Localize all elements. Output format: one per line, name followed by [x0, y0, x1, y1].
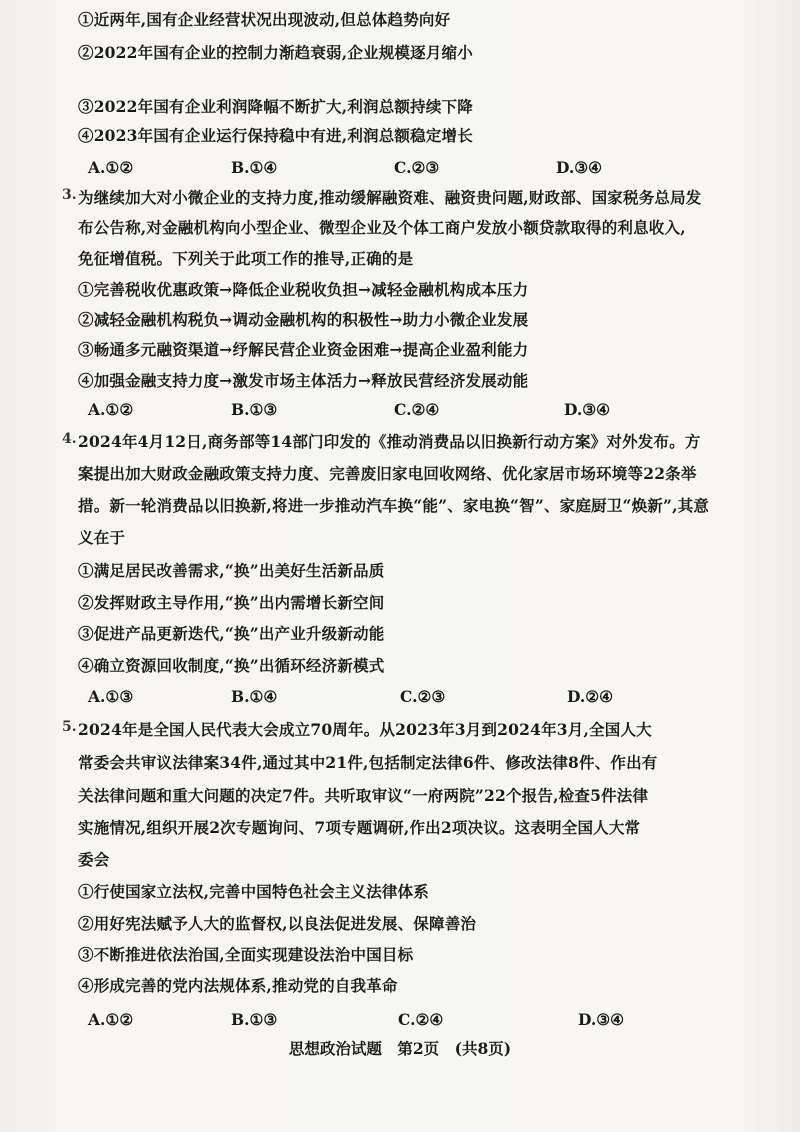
q4-statement-4: ④确立资源回收制度,“换”出循环经济新模式 [78, 656, 385, 675]
q3-statement-1: ①完善税收优惠政策→降低企业税收负担→减轻金融机构成本压力 [78, 280, 529, 299]
q4-option-d: D.②④ [567, 687, 614, 706]
q4-stem-line-1: 2024年4月12日,商务部等14部门印发的《推动消费品以旧换新行动方案》对外发布。方 [78, 432, 701, 451]
q5-option-a: A.①② [88, 1010, 134, 1029]
q5-statement-4: ④形成完善的党内法规体系,推动党的自我革命 [78, 976, 398, 995]
q4-statement-2: ②发挥财政主导作用,“换”出内需增长新空间 [78, 593, 385, 612]
q4-stem-line-2: 案提出加大财政金融政策支持力度、完善废旧家电回收网络、优化家居市场环境等22条举 [78, 464, 697, 483]
q5-statement-2: ②用好宪法赋予人大的监督权,以良法促进发展、保障善治 [78, 914, 477, 933]
q5-stem-line-1: 2024年是全国人民代表大会成立70周年。从2023年3月到2024年3月,全国人大 [78, 720, 652, 739]
q5-stem-line-4: 实施情况,组织开展2次专题询问、7项专题调研,作出2项决议。这表明全国人大常 [78, 818, 641, 837]
prev-statement-3: ③2022年国有企业利润降幅不断扩大,利润总额持续下降 [78, 97, 473, 116]
q5-option-c: C.②④ [398, 1010, 444, 1029]
prev-statement-2: ②2022年国有企业的控制力渐趋衰弱,企业规模逐月缩小 [78, 43, 473, 62]
q3-option-d: D.③④ [564, 400, 611, 419]
q5-stem-line-3: 关法律问题和重大问题的决定7件。共听取审议“一府两院”22个报告,检查5件法律 [78, 786, 649, 805]
q3-option-c: C.②④ [394, 400, 440, 419]
q5-stem-line-5: 委会 [78, 850, 110, 869]
q3-option-a: A.①② [88, 400, 134, 419]
prev-option-b: B.①④ [231, 158, 278, 177]
q5-stem-line-2: 常委会共审议法律案34件,通过其中21件,包括制定法律6件、修改法律8件、作出有 [78, 753, 658, 772]
prev-option-d: D.③④ [556, 158, 603, 177]
q5-number: 5. [62, 719, 77, 735]
q3-statement-4: ④加强金融支持力度→激发市场主体活力→释放民营经济发展动能 [78, 371, 529, 390]
q4-statement-3: ③促进产品更新迭代,“换”出产业升级新动能 [78, 624, 385, 643]
q5-statement-3: ③不断推进依法治国,全面实现建设法治中国目标 [78, 945, 414, 964]
q4-option-a: A.①③ [88, 687, 134, 706]
q4-stem-line-3: 措。新一轮消费品以旧换新,将进一步推动汽车换“能”、家电换“智”、家庭厨卫“焕新”,其意 [78, 496, 710, 515]
q4-option-c: C.②③ [400, 687, 446, 706]
page-footer: 思想政治试题 第2页 (共8页) [288, 1039, 512, 1058]
q5-statement-1: ①行使国家立法权,完善中国特色社会主义法律体系 [78, 882, 429, 901]
q4-stem-line-4: 义在于 [78, 528, 126, 547]
q3-statement-2: ②减轻金融机构税负→调动金融机构的积极性→助力小微企业发展 [78, 310, 529, 329]
prev-statement-4: ④2023年国有企业运行保持稳中有进,利润总额稳定增长 [78, 126, 473, 145]
q3-stem-line-3: 免征增值税。下列关于此项工作的推导,正确的是 [78, 249, 414, 268]
q3-stem-line-2: 布公告称,对金融机构向小型企业、微型企业及个体工商户发放小额贷款取得的利息收入, [78, 218, 686, 237]
q3-statement-3: ③畅通多元融资渠道→纾解民营企业资金困难→提高企业盈利能力 [78, 340, 529, 359]
q3-number: 3. [62, 187, 77, 203]
prev-statement-1: ①近两年,国有企业经营状况出现波动,但总体趋势向好 [78, 10, 451, 29]
q3-stem-line-1: 为继续加大对小微企业的支持力度,推动缓解融资难、融资贵问题,财政部、国家税务总局发 [78, 188, 702, 207]
prev-option-c: C.②③ [394, 158, 440, 177]
q3-option-b: B.①③ [231, 400, 278, 419]
q4-option-b: B.①④ [231, 687, 278, 706]
q5-option-d: D.③④ [578, 1010, 625, 1029]
q5-option-b: B.①③ [231, 1010, 278, 1029]
q4-statement-1: ①满足居民改善需求,“换”出美好生活新品质 [78, 561, 385, 580]
q4-number: 4. [62, 431, 77, 447]
prev-option-a: A.①② [88, 158, 134, 177]
